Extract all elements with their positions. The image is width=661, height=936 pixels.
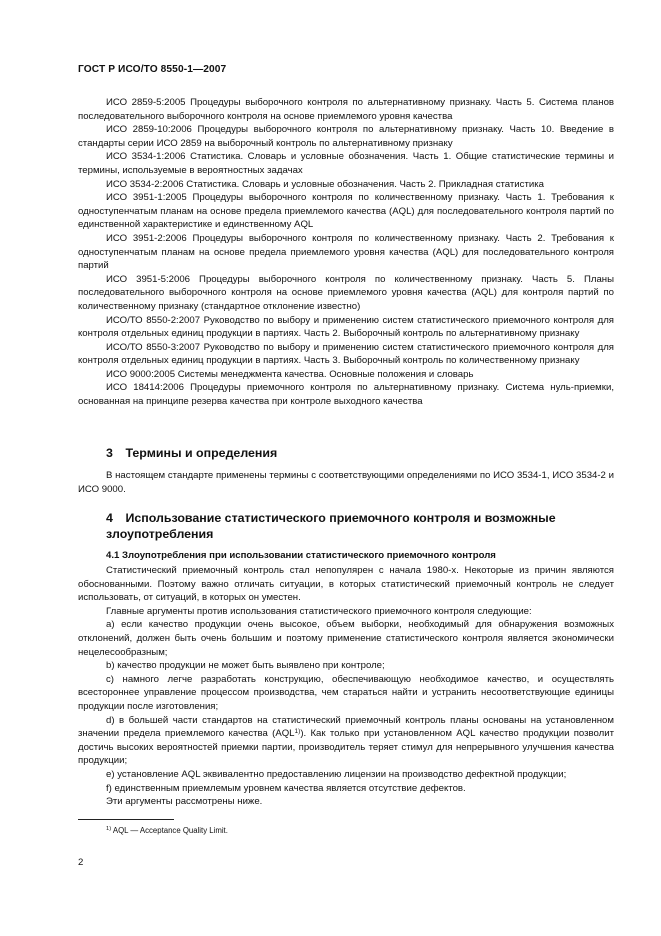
reference-item: ИСО 2859-10:2006 Процедуры выборочного контроля по альтернативному признаку. Часть 10. Введение в стандарты серии ИСО 2859 на выборочный контроль по альтернативному признаку xyxy=(78,124,614,149)
reference-item: ИСО 18414:2006 Процедуры приемочного контроля по альтернативному признаку. Система нуль-приемки, основанная на принципе резерва качества при контроле выходного качества xyxy=(78,382,614,408)
closing-sentence: Эти аргументы рассмотрены ниже. xyxy=(106,796,263,808)
footnote-text: AQL — Acceptance Quality Limit. xyxy=(112,826,228,835)
intro-paragraph: Статистический приемочный контроль стал непопулярен с начала 1980-х. Некоторые из причин являются обоснованными. Поэтому важно отличать ситуации, в которых статистический приемочный контроль не следует использовать, от ситуаций, в которых он уместен. xyxy=(78,565,614,604)
section-4-title: Использование статистического приемочного контроля и возможные злоупотребления xyxy=(106,511,556,541)
argument-f: f) единственным приемлемым уровнем качества является отсутствие дефектов. xyxy=(106,782,466,794)
reference-item: ИСО 3951-1:2005 Процедуры выборочного контроля по количественному признаку. Часть 1. Требования к одноступенчатым планам на основе предела приемлемого качества (AQL) для последовательного контроля партий по единственной характеристике и единственному AQL xyxy=(78,192,614,231)
section-3-title: Термины и определения xyxy=(125,446,278,460)
reference-item: ИСО 3951-2:2006 Процедуры выборочного контроля по количественному признаку. Часть 2. Требования к одноступенчатым планам на основе предела приемлемого уровня качества (AQL) для последовательного контроля партий xyxy=(78,232,614,272)
normative-references-list xyxy=(78,96,614,409)
argument-d-text-end: ). Как только при установленном AQL качество продукции позволит достичь высоких вероятностей приемки партии, производитель теряет стимул для непрерывного улучшения качества продукции; xyxy=(78,728,615,767)
running-header: ГОСТ Р ИСО/ТО 8550-1—2007 xyxy=(78,64,227,75)
section-4-number: 4 xyxy=(106,511,113,525)
reference-item: ИСО 2859-5:2005 Процедуры выборочного контроля по альтернативному признаку. Часть 5. Система планов последовательного выборочного контроля на основе приемлемого уровня качества xyxy=(78,97,614,122)
section-4-body xyxy=(78,564,614,809)
footnote-divider xyxy=(78,819,174,820)
subsection-4-1-heading: 4.1 Злоупотребления при использовании статистического приемочного контроля xyxy=(106,550,496,561)
reference-item: ИСО 3534-2:2006 Статистика. Словарь и условные обозначения. Часть 2. Прикладная статистика xyxy=(106,178,544,190)
page-number: 2 xyxy=(78,857,84,868)
reference-item: ИСО/ТО 8550-2:2007 Руководство по выбору и применению систем статистического приемочного контроля для контроля отдельных единиц продукции в партиях. Часть 2. Выборочный контроль по альтернативному признаку xyxy=(78,314,614,340)
reference-item: ИСО 3951-5:2006 Процедуры выборочного контроля по количественному признаку. Часть 5. Планы последовательного выборочного контроля на основе приемлемого уровня качества (AQL) для контроля партий по количественному признаку (стандартное отклонение известно) xyxy=(78,273,614,312)
footnote-reference: 1) xyxy=(294,728,301,736)
arguments-lead: Главные аргументы против использования статистического приемочного контроля следующие: xyxy=(106,605,532,617)
section-4-heading xyxy=(106,510,606,542)
footnote xyxy=(106,826,228,835)
section-3-body xyxy=(78,469,614,496)
footnote-mark: 1) xyxy=(106,826,112,832)
argument-c: c) намного легче разработать конструкцию, обеспечивающую необходимое качество, и осуществлять всестороннее управление процессом производства, чем стараться найти и устранить несоответствующие единицы продукции после изготовления; xyxy=(78,673,614,712)
section-3-text: В настоящем стандарте применены термины с соответствующими определениями по ИСО 3534-1, ИСО 3534-2 и ИСО 9000. xyxy=(78,470,614,495)
section-3-heading xyxy=(106,445,277,461)
argument-d xyxy=(78,714,614,768)
argument-e: e) установление AQL эквивалентно предоставлению лицензии на производство дефектной продукции; xyxy=(106,768,567,780)
argument-a: a) если качество продукции очень высокое, объем выборки, необходимый для обнаружения возможных отклонений, должен быть очень большим и поэтому применение статистического контроля является экономически нецелесообразным; xyxy=(78,619,614,658)
reference-item: ИСО 9000:2005 Системы менеджмента качества. Основные положения и словарь xyxy=(106,368,474,380)
argument-d-text-start: d) в большей части стандартов на статистический приемочный контроль планы основаны на установленном значении предела приемлемого качества (AQL xyxy=(78,714,614,740)
argument-b: b) качество продукции не может быть выявлено при контроле; xyxy=(106,660,385,672)
reference-item: ИСО 3534-1:2006 Статистика. Словарь и условные обозначения. Часть 1. Общие статистические термины и термины, используемые в вероятностных задачах xyxy=(78,151,614,176)
section-3-number: 3 xyxy=(106,446,113,460)
reference-item: ИСО/ТО 8550-3:2007 Руководство по выбору и применению систем статистического приемочного контроля для контроля отдельных единиц продукции в партиях. Часть 3. Выборочный контроль по количественному признаку xyxy=(78,341,614,367)
